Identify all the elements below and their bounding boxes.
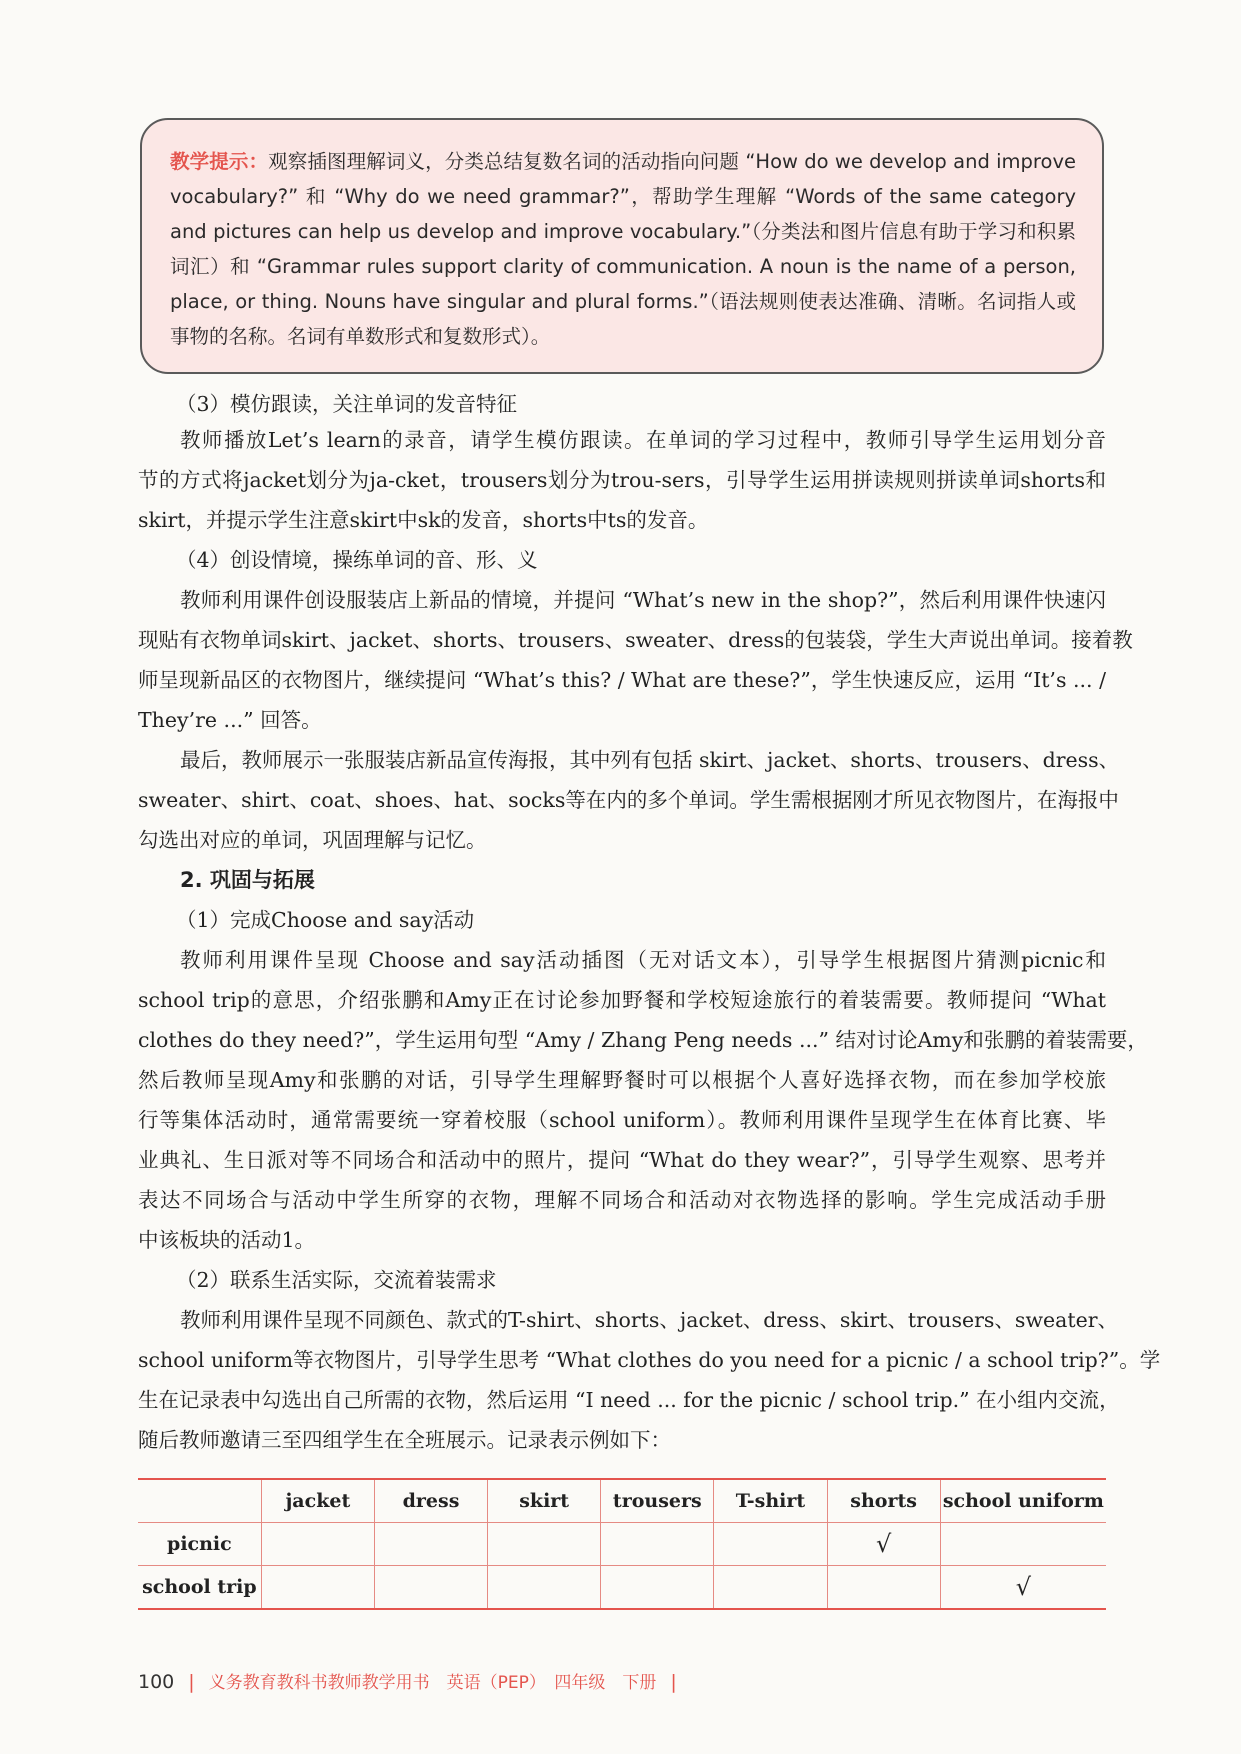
table-cell <box>601 1566 714 1610</box>
table-cell <box>714 1523 827 1566</box>
section-2-heading: 2. 巩固与拓展 <box>180 868 315 892</box>
row-label: school trip <box>138 1566 261 1610</box>
table-cell <box>827 1566 940 1610</box>
table-cell: √ <box>940 1566 1106 1610</box>
table-cell <box>374 1566 487 1610</box>
paragraph-line: 现贴有衣物单词skirt、jacket、shorts、trousers、sweater、dress的包装袋，学生大声说出单词。接着教 <box>138 628 1133 652</box>
table-row <box>138 1566 1106 1610</box>
page-number: 100 <box>138 1671 175 1693</box>
section-2-1-title: （1）完成Choose and say活动 <box>176 908 475 932</box>
table-header-cell: dress <box>374 1479 487 1523</box>
table-header-cell: trousers <box>601 1479 714 1523</box>
table-header-cell: shorts <box>827 1479 940 1523</box>
table-header-row <box>138 1479 1106 1523</box>
table-cell <box>261 1566 374 1610</box>
table-header-cell: T-shirt <box>714 1479 827 1523</box>
paragraph-line: 教师利用课件呈现不同颜色、款式的T-shirt、shorts、jacket、dress、skirt、trousers、sweater、 <box>180 1308 1119 1332</box>
table-header-cell: school uniform <box>940 1479 1106 1523</box>
row-label: picnic <box>138 1523 261 1566</box>
table-cell: √ <box>827 1523 940 1566</box>
teaching-tip-text: 观察插图理解词义，分类总结复数名词的活动指向问题 “How do we develop and improve vocabulary?” 和 “Why do we need grammar?”，帮助学生理解 “Words of the same category and pictures can help us develop and improve vocabulary.”（分类法和图片信息有助于学习和积累词汇）和 “Grammar rules support clarity of communication. A noun is the name of a person, place, or thing. Nouns have singular and plural forms.”（语法规则使表达准确、清晰。名词指人或事物的名称。名词有单数形式和复数形式）。 <box>170 150 1076 348</box>
paragraph-line: school trip的意思，介绍张鹏和Amy正在讨论参加野餐和学校短途旅行的着装需要。教师提问 “What <box>138 988 1106 1012</box>
table-header-cell: skirt <box>488 1479 601 1523</box>
paragraph-line: 勾选出对应的单词，巩固理解与记忆。 <box>138 828 487 852</box>
paragraph-line: 教师播放Let’s learn的录音，请学生模仿跟读。在单词的学习过程中，教师引导学生运用划分音 <box>180 428 1106 452</box>
paragraph-line: 表达不同场合与活动中学生所穿的衣物，理解不同场合和活动对衣物选择的影响。学生完成活动手册 <box>138 1188 1106 1212</box>
teaching-tip-label: 教学提示： <box>170 150 269 173</box>
paragraph-line: 行等集体活动时，通常需要统一穿着校服（school uniform）。教师利用课件呈现学生在体育比赛、毕 <box>138 1108 1106 1132</box>
paragraph-line: 师呈现新品区的衣物图片，继续提问 “What’s this? / What are these?”，学生快速反应，运用 “It’s ... / <box>138 668 1106 692</box>
paragraph-line: 教师利用课件创设服装店上新品的情境，并提问 “What’s new in the shop?”，然后利用课件快速闪 <box>180 588 1106 612</box>
book-title: 义务教育教科书教师教学用书 英语（PEP） 四年级 下册 <box>208 1673 657 1693</box>
footer-divider: | <box>670 1671 677 1693</box>
paragraph-line: clothes do they need?”，学生运用句型 “Amy / Zhang Peng needs ...” 结对讨论Amy和张鹏的着装需要， <box>138 1028 1148 1052</box>
table-cell <box>601 1523 714 1566</box>
paragraph-line: 教师利用课件呈现 Choose and say活动插图（无对话文本），引导学生根据图片猜测picnic和 <box>180 948 1106 972</box>
table-header-cell <box>138 1479 261 1523</box>
paragraph-line: 节的方式将jacket划分为ja-cket，trousers划分为trou-sers，引导学生运用拼读规则拼读单词shorts和 <box>138 468 1106 492</box>
table-cell <box>714 1566 827 1610</box>
table-cell <box>261 1523 374 1566</box>
section-4-title: （4）创设情境，操练单词的音、形、义 <box>176 548 538 572</box>
page-footer <box>138 1668 691 1693</box>
paragraph-line: 中该板块的活动1。 <box>138 1228 316 1252</box>
paragraph-line: 业典礼、生日派对等不同场合和活动中的照片，提问 “What do they wear?”，引导学生观察、思考并 <box>138 1148 1106 1172</box>
teaching-tip-box <box>140 118 1104 374</box>
table-row <box>138 1523 1106 1566</box>
table-header-cell: jacket <box>261 1479 374 1523</box>
record-table <box>138 1478 1106 1610</box>
table-cell <box>940 1523 1106 1566</box>
paragraph-line: school uniform等衣物图片，引导学生思考 “What clothes do you need for a picnic / a school trip?”。学 <box>138 1348 1161 1372</box>
paragraph-line: 生在记录表中勾选出自己所需的衣物，然后运用 “I need ... for the picnic / school trip.” 在小组内交流， <box>138 1388 1120 1412</box>
paragraph-line: 随后教师邀请三至四组学生在全班展示。记录表示例如下： <box>138 1428 671 1452</box>
paragraph-line: skirt，并提示学生注意skirt中sk的发音，shorts中ts的发音。 <box>138 508 709 532</box>
paragraph-line: They’re ...” 回答。 <box>138 708 322 732</box>
paragraph-line: 然后教师呈现Amy和张鹏的对话，引导学生理解野餐时可以根据个人喜好选择衣物，而在参加学校旅 <box>138 1068 1106 1092</box>
table-cell <box>488 1566 601 1610</box>
table-cell <box>374 1523 487 1566</box>
paragraph-line: sweater、shirt、coat、shoes、hat、socks等在内的多个单词。学生需根据刚才所见衣物图片，在海报中 <box>138 788 1119 812</box>
section-3-title: （3）模仿跟读，关注单词的发音特征 <box>176 392 518 416</box>
table-cell <box>488 1523 601 1566</box>
section-2-2-title: （2）联系生活实际，交流着装需求 <box>176 1268 497 1292</box>
paragraph-line: 最后，教师展示一张服装店新品宣传海报，其中列有包括 skirt、jacket、shorts、trousers、dress、 <box>180 748 1120 772</box>
footer-divider: | <box>188 1671 195 1693</box>
